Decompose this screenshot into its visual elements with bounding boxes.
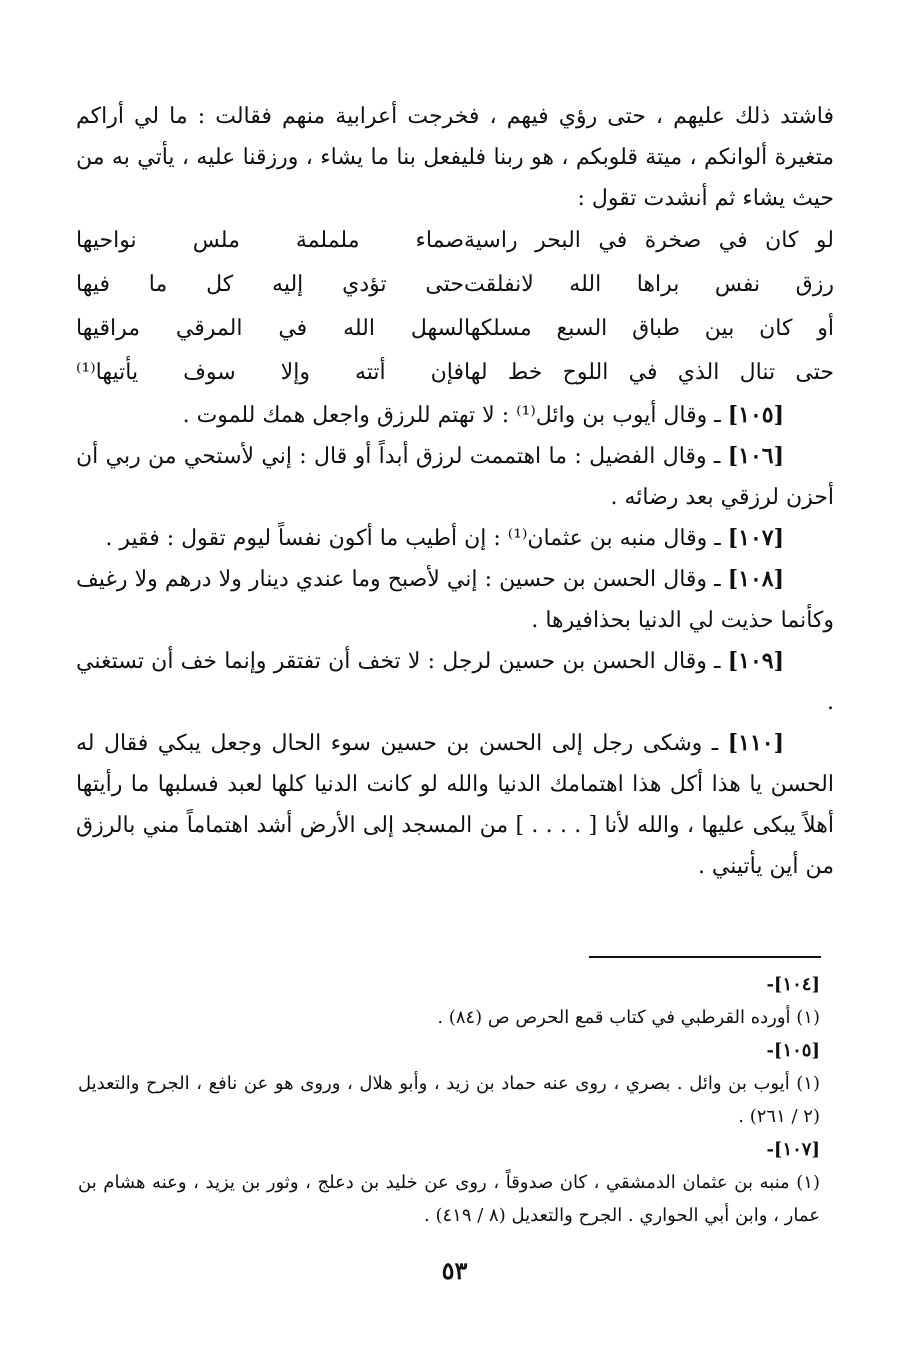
page-number: ٥٣ — [441, 1256, 468, 1285]
narration-text: ـ وقال الفضيل : ما اهتممت لرزق أبداً أو قال : إني لأستحي من ربي أن أحزن لرزقي بعد رضائه . — [76, 444, 834, 510]
narration-item — [76, 641, 834, 723]
narration-number: [١٠٩] — [727, 648, 784, 674]
narration-number: [١٠٦] — [727, 443, 784, 469]
narration-item — [76, 395, 834, 436]
narration-text: ـ وقال منبه بن عثمان⁽¹⁾ : إن أطيب ما أكون نفساً ليوم تقول : فقير . — [105, 526, 721, 551]
poem — [76, 219, 834, 395]
poem-verse — [76, 263, 834, 307]
footnote-text: (١) منبه بن عثمان الدمشقي ، كان صدوقاً ، روى عن خليد بن دعلج ، وثور بن يزيد ، وعنه هشام بن عمار ، وابن أبي الحواري . الجرح والتعديل (٨ / ٤١٩) . — [78, 1172, 820, 1226]
footnotes — [78, 968, 820, 1232]
poem-verse — [76, 351, 834, 395]
narration-item — [76, 518, 834, 559]
verse-second-hemistich: حتى تؤدي إليه كل ما فيها — [76, 272, 464, 297]
narration-text: ـ وقال الحسن بن حسين : إني لأصبح وما عندي دينار ولا درهم ولا رغيف وكأنما حذيت لي الدنيا بحذافيرها . — [76, 567, 834, 633]
verse-second-hemistich: لسهل الله في المرقي مراقيها — [76, 316, 464, 341]
narration-text: ـ وقال الحسن بن حسين لرجل : لا تخف أن تفتقر وإنما خف أن تستغني . — [76, 649, 834, 715]
narration-item — [76, 559, 834, 641]
narration-number: [١٠٧] — [727, 525, 784, 551]
narration-number: [١٠٥] — [727, 402, 784, 428]
intro-paragraph: فاشتد ذلك عليهم ، حتى رؤي فيهم ، فخرجت أعرابية منهم فقالت : ما لي أراكم متغيرة ألوانكم ، ميتة قلوبكم ، هو ربنا فليفعل بنا ما يشاء ، ورزقنا عليه ، يأتي به من حيث يشاء ثم أنشدت تقول : — [76, 104, 834, 211]
verse-first-hemistich: لو كان في صخرة في البحر راسية — [464, 228, 834, 253]
footnote-text: (١) أيوب بن وائل . بصري ، روى عنه حماد بن زيد ، وأبو هلال ، وروى هو عن نافع ، الجرح والتعديل (٢ / ٢٦١) . — [78, 1073, 820, 1127]
verse-second-hemistich: فإن أتته وإلا سوف يأتيها⁽¹⁾ — [76, 360, 464, 385]
narration-item — [76, 436, 834, 518]
verse-second-hemistich: صماء ململمة ملس نواحيها — [76, 228, 464, 253]
main-text — [76, 96, 834, 887]
verse-first-hemistich: حتى تنال الذي في اللوح خط لها — [464, 360, 834, 385]
footnote-text: (١) أورده القرطبي في كتاب قمع الحرص ص (٨٤) . — [437, 1007, 820, 1028]
verse-first-hemistich: رزق نفس براها الله لانفلقت — [464, 272, 834, 297]
poem-verse — [76, 307, 834, 351]
footnote-reference: [١٠٧]- — [766, 1139, 820, 1160]
narration-text: ـ وشكى رجل إلى الحسن بن حسين سوء الحال وجعل يبكي فقال له الحسن يا هذا أكل هذا اهتمامك الدنيا والله لو كانت الدنيا كلها لعبد فسلبها ما رأيتها أهلاً يبكى عليها ، والله لأنا [ . . . . ] من المسجد إلى الأرض أشد اهتماماً مني بالرزق من أين يأتيني . — [76, 731, 834, 879]
narration-text: ـ وقال أيوب بن وائل⁽¹⁾ : لا تهتم للرزق واجعل همك للموت . — [182, 403, 721, 428]
footnote-reference: [١٠٤]- — [766, 974, 820, 995]
narration-number: [١٠٨] — [727, 566, 784, 592]
narration-number: [١١٠] — [727, 730, 784, 756]
footnote-reference: [١٠٥]- — [766, 1040, 820, 1061]
footnote-divider — [589, 956, 821, 958]
verse-first-hemistich: أو كان بين طباق السبع مسلكها — [464, 316, 834, 341]
poem-verse — [76, 219, 834, 263]
narration-item — [76, 723, 834, 887]
